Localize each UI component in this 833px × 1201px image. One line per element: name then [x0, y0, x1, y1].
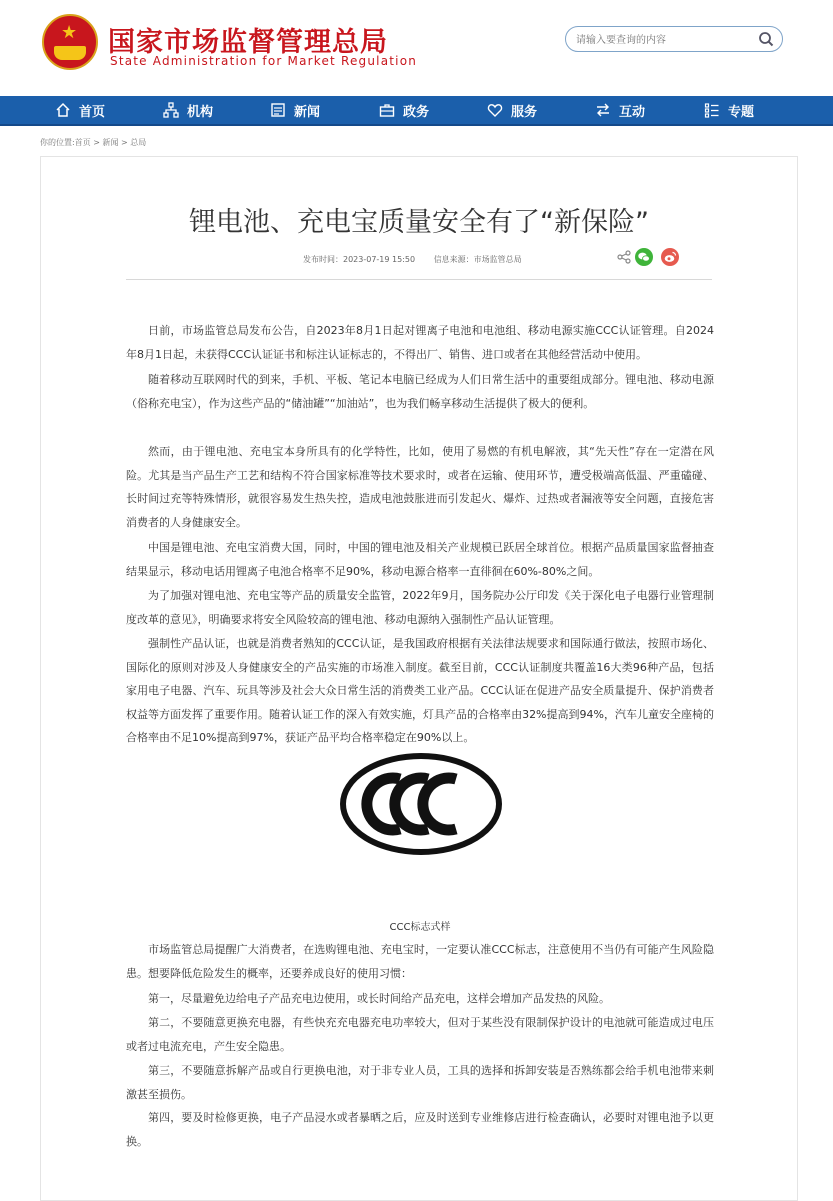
- heart-icon: [487, 102, 503, 118]
- nav-label-services: 服务: [511, 104, 538, 120]
- article-paragraph: 第四，要及时检修更换，电子产品浸水或者暴晒之后，应及时送到专业维修店进行检查确认，必要时对锂电池予以更换。: [126, 1111, 714, 1148]
- nav-label-topics: 专题: [728, 104, 755, 120]
- article-paragraph: 中国是锂电池、充电宝消费大国，同时，中国的锂电池及相关产业规模已跃居全球首位。根据产品质量国家监督抽查结果显示，移动电话用锂离子电池合格率不足90%，移动电源合格率一直徘徊在60%-80%之间。: [126, 541, 714, 578]
- search-icon[interactable]: [758, 31, 774, 47]
- weibo-share-icon[interactable]: [661, 248, 679, 266]
- main-nav: [0, 96, 833, 126]
- wechat-bubbles-icon: [635, 248, 653, 266]
- article-title: 锂电池、充电宝质量安全有了“新保险”: [189, 207, 649, 238]
- newspaper-icon: [270, 102, 286, 118]
- nav-item-news[interactable]: [270, 96, 320, 124]
- article-paragraph: 随着移动互联网时代的到来，手机、平板、笔记本电脑已经成为人们日常生活中的重要组成部分。锂电池、移动电源（俗称充电宝），作为这些产品的“储油罐”“加油站”，也为我们畅享移动生活提供了极大的便利。: [126, 373, 714, 410]
- article-paragraph: 第二，不要随意更换充电器，有些快充充电器充电功率较大，但对于某些没有限制保护设计的电池就可能造成过电压或者过电流充电，产生安全隐患。: [126, 1016, 714, 1053]
- share-icon[interactable]: [617, 250, 631, 264]
- article-paragraph: 日前，市场监管总局发布公告，自2023年8月1日起对锂离子电池和电池组、移动电源实施CCC认证管理。自2024年8月1日起，未获得CCC认证证书和标注认证标志的，不得出厂、销售、进口或者在其他经营活动中使用。: [126, 324, 714, 361]
- search-box: [565, 26, 783, 52]
- article-paragraph: 第三，不要随意拆解产品或自行更换电池，对于非专业人员，工具的选择和拆卸安装是否熟练都会给手机电池带来刺激甚至损伤。: [126, 1064, 714, 1101]
- breadcrumb[interactable]: 你的位置:首页 > 新闻 > 总局: [40, 138, 147, 147]
- article-paragraph: 强制性产品认证，也就是消费者熟知的CCC认证，是我国政府根据有关法律法规要求和国际通行做法，按照市场化、国际化的原则对涉及人身健康安全的产品实施的市场准入制度。截至目前，CCC认证制度共覆盖16大类96种产品，包括家用电子电器、汽车、玩具等涉及社会大众日常生活的消费类工业产品。CCC认证在促进产品安全质量提升、保护消费者权益等方面发挥了重要作用。随着认证工作的深入有效实施，灯具产品的合格率由32%提高到94%，汽车儿童安全座椅的合格率由不足10%提高到97%，获证产品平均合格率稳定在90%以上。: [126, 637, 714, 745]
- home-icon: [55, 102, 71, 118]
- nav-item-home[interactable]: [55, 96, 105, 124]
- nav-item-government-affairs[interactable]: [379, 96, 429, 124]
- briefcase-icon: [379, 102, 395, 118]
- emblem-base: [54, 46, 86, 60]
- nav-label-institutions: 机构: [187, 104, 214, 120]
- nav-label-news: 新闻: [294, 104, 321, 120]
- article-meta: [303, 254, 538, 265]
- national-emblem-icon[interactable]: [42, 14, 98, 70]
- site-header: [0, 0, 833, 96]
- list-icon: [704, 102, 720, 118]
- article-paragraph: 第一，尽量避免边给电子产品充电边使用，或长时间给产品充电，这样会增加产品发热的风险。: [148, 992, 610, 1005]
- nav-item-topics[interactable]: [704, 96, 754, 124]
- nav-label-government-affairs: 政务: [403, 104, 430, 120]
- nav-item-services[interactable]: [487, 96, 537, 124]
- nav-label-home: 首页: [79, 104, 106, 120]
- search-input[interactable]: [574, 30, 758, 50]
- article-paragraph: 为了加强对锂电池、充电宝等产品的质量安全监管，2022年9月，国务院办公厅印发《关于深化电子电器行业管理制度改革的意见》，明确要求将安全风险较高的锂电池、移动电源纳入强制性产品认证管理。: [126, 589, 714, 626]
- article-paragraph: 然而，由于锂电池、充电宝本身所具有的化学特性，比如，使用了易燃的有机电解液，其“先天性”存在一定潜在风险。尤其是当产品生产工艺和结构不符合国家标准等技术要求时，或者在运输、使用环节，遭受极端高低温、严重磕碰、长时间过充等特殊情形，就很容易发生热失控，造成电池鼓胀进而引发起火、爆炸、过热或者漏液等安全问题，直接危害消费者的人身健康安全。: [126, 445, 714, 529]
- article-paragraph: 市场监管总局提醒广大消费者，在选购锂电池、充电宝时，一定要认准CCC标志，注意使用不当仍有可能产生风险隐患。想要降低危险发生的概率，还要养成良好的使用习惯：: [126, 943, 714, 980]
- star-icon: ★: [61, 22, 78, 43]
- nav-label-interaction: 互动: [619, 104, 646, 120]
- image-caption: CCC标志式样: [389, 922, 451, 933]
- publish-time: 发布时间：2023-07-19 15:50: [303, 255, 416, 264]
- site-logo-chinese[interactable]: 国家市场监督管理总局: [108, 27, 388, 58]
- weibo-eye-icon: [661, 248, 679, 266]
- article-source: 信息来源：市场监管总局: [433, 255, 522, 264]
- nav-item-interaction[interactable]: [595, 96, 645, 124]
- site-logo-english[interactable]: State Administration for Market Regulation: [110, 54, 418, 68]
- org-chart-icon: [163, 102, 179, 118]
- exchange-arrows-icon: [595, 102, 611, 118]
- nav-item-institutions[interactable]: [163, 96, 213, 124]
- ccc-mark-image: [340, 753, 502, 855]
- title-divider: [126, 279, 712, 280]
- wechat-share-icon[interactable]: [635, 248, 653, 266]
